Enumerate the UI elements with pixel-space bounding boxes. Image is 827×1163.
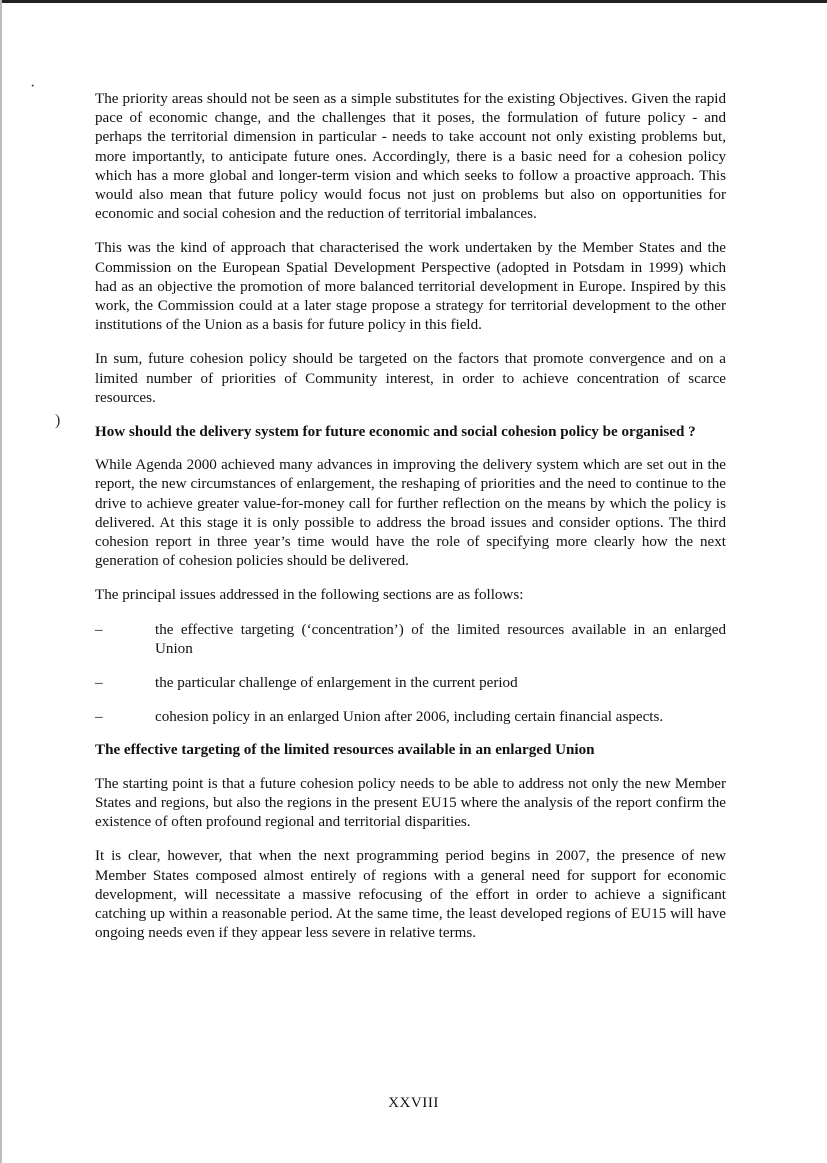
margin-paren-mark: ) bbox=[55, 412, 61, 429]
list-item bbox=[95, 621, 726, 659]
list-item-text: the particular challenge of enlargement in the current period bbox=[155, 675, 518, 692]
top-scan-border bbox=[0, 0, 827, 3]
list-item bbox=[95, 708, 726, 727]
paragraph-starting-point: The starting point is that a future cohesion policy needs to be able to address not only the new Member States and regions, but also the regions in the present EU15 where the analysis of the report confirm the existence of often profound regional and territorial disparities. bbox=[95, 775, 726, 831]
paragraph-spatial-development: This was the kind of approach that characterised the work undertaken by the Member States and the Commission on the European Spatial Development Perspective (adopted in Potsdam in 1999) which had as an objective the promotion of more balanced territorial development in Europe. Inspired by this work, the Commission could at a later stage propose a strategy for territorial development to the other institutions of the Union as a basis for future policy in this field. bbox=[95, 240, 726, 334]
paragraph-programming-period: It is clear, however, that when the next programming period begins in 2007, the presence of new Member States composed almost entirely of regions with a general need for support for economic development, will necessitate a massive refocusing of the effort in order to achieve a significant catching up within a reasonable period. At the same time, the least developed regions of EU15 will have ongoing needs even if they appear less severe in relative terms. bbox=[95, 848, 726, 942]
margin-dot-mark: · bbox=[30, 78, 36, 95]
list-item-text: cohesion policy in an enlarged Union after 2006, including certain financial aspects. bbox=[155, 709, 664, 726]
dash-bullet: – bbox=[95, 675, 103, 692]
issues-list bbox=[95, 621, 726, 728]
page-number: XXVIII bbox=[388, 1095, 439, 1111]
left-scan-edge bbox=[0, 0, 2, 1163]
page-body bbox=[95, 90, 726, 958]
paragraph-agenda-2000: While Agenda 2000 achieved many advances in improving the delivery system which are set out in the report, the new circumstances of enlargement, the reshaping of priorities and the need to continue to the drive to achieve greater value-for-money call for further reflection on the means by which the policy is delivered. At this stage it is only possible to address the broad issues and consider options. The third cohesion report in three year’s time would have the role of specifying more clearly how the next generation of cohesion policies should be delivered. bbox=[95, 457, 726, 570]
heading-delivery-system: How should the delivery system for future economic and social cohesion policy be organised ? bbox=[95, 424, 696, 441]
paragraph-priority-areas: The priority areas should not be seen as a simple substitutes for the existing Objectives. Given the rapid pace of economic change, and the challenges that it poses, the formulation of future policy - and perhaps the territorial dimension in particular - needs to take account not only existing problems but, more importantly, to anticipate future ones. Accordingly, there is a basic need for a cohesion policy which has a more global and longer-term vision and which seeks to follow a proactive approach. This would also mean that future policy would focus not just on problems but also on opportunities for economic and social cohesion and the reduction of territorial imbalances. bbox=[95, 91, 726, 223]
paragraph-principal-issues: The principal issues addressed in the following sections are as follows: bbox=[95, 587, 524, 604]
dash-bullet: – bbox=[95, 709, 103, 726]
heading-effective-targeting: The effective targeting of the limited resources available in an enlarged Union bbox=[95, 742, 595, 759]
paragraph-in-sum: In sum, future cohesion policy should be targeted on the factors that promote convergence and on a limited number of priorities of Community interest, in order to achieve concentration of scarce resources. bbox=[95, 351, 726, 406]
list-item-text: the effective targeting (‘concentration’) of the limited resources available in an enlarged Union bbox=[155, 621, 726, 657]
list-item bbox=[95, 674, 726, 693]
dash-bullet: – bbox=[95, 621, 103, 638]
